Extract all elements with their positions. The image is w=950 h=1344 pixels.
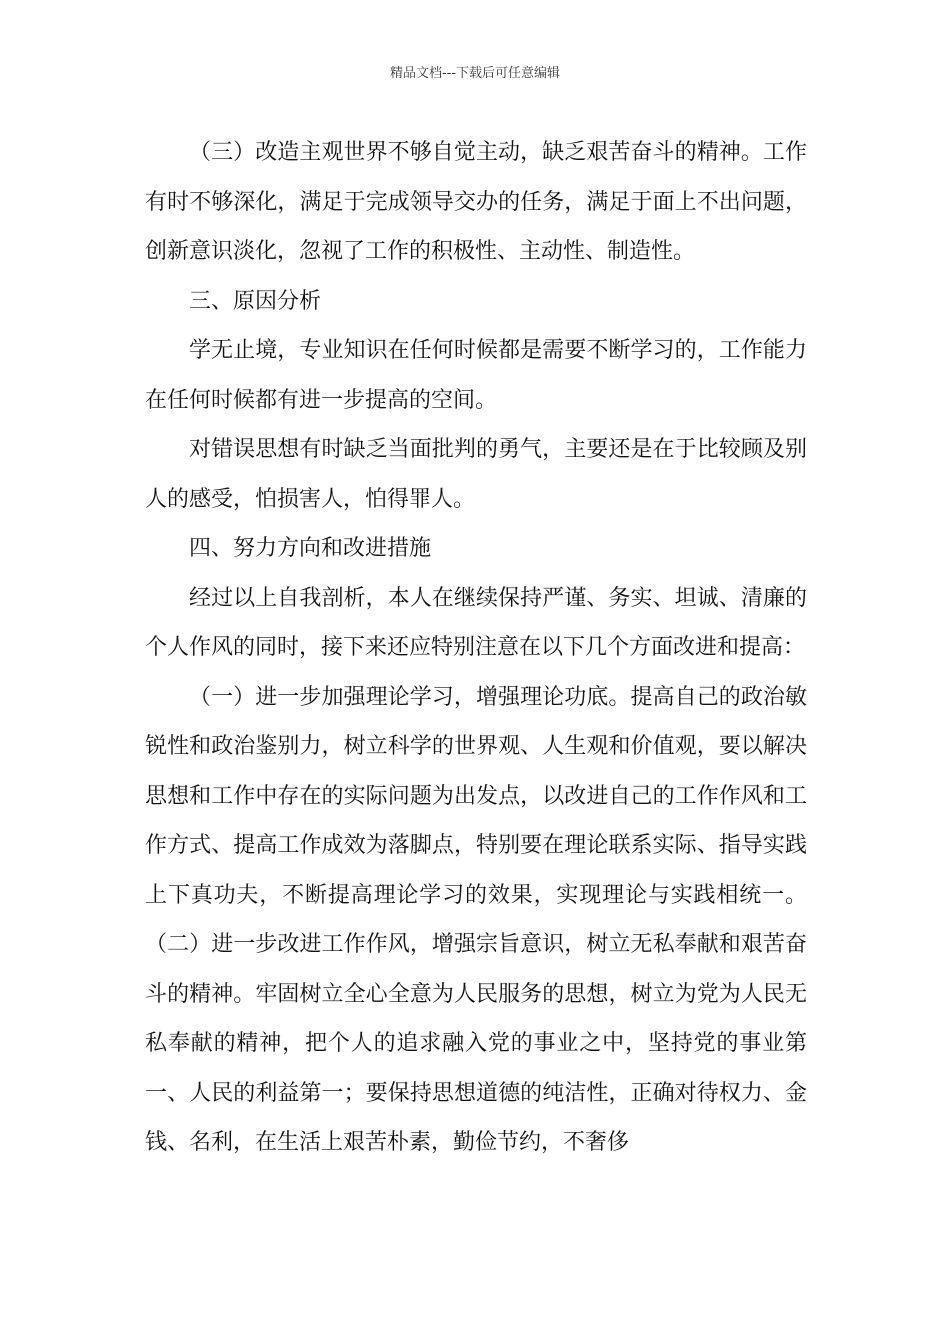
paragraph-measures: （一）进一步加强理论学习，增强理论功底。提高自己的政治敏锐性和政治鉴别力，树立科学的世界观、人生观和价值观，要以解决思想和工作中存在的实际问题为出发点，以改进自己的工作作风和工作方式、提高工作成效为落脚点，特别要在理论联系实际、指导实践上下真功夫，不断提高理论学习的效果，实现理论与实践相统一。（二）进一步改进工作作风，增强宗旨意识，树立无私奉献和艰苦奋斗的精神。牢固树立全心全意为人民服务的思想，树立为党为人民无私奉献的精神，把个人的追求融入党的事业之中，坚持党的事业第一、人民的利益第一；要保持思想道德的纯洁性，正确对待权力、金钱、名利，在生活上艰苦朴素，勤俭节约，不奢侈: [145, 684, 807, 1155]
paragraph-criticism: 对错误思想有时缺乏当面批判的勇气，主要还是在于比较顾及别人的感受，怕损害人，怕得罪人。: [145, 437, 807, 512]
page-header: 精品文档---下载后可任意编辑: [389, 66, 561, 81]
paragraph-self-analysis: 经过以上自我剖析，本人在继续保持严谨、务实、坦诚、清廉的个人作风的同时，接下来还应特别注意在以下几个方面改进和提高：: [145, 585, 807, 660]
paragraph-shortcomings-3: （三）改造主观世界不够自觉主动，缺乏艰苦奋斗的精神。工作有时不够深化，满足于完成领导交办的任务，满足于面上不出问题，创新意识淡化，忽视了工作的积极性、主动性、制造性。: [145, 140, 807, 264]
document-body: [145, 128, 807, 1168]
section-heading-improvement: 四、努力方向和改进措施: [189, 536, 432, 561]
paragraph-learning: 学无止境，专业知识在任何时候都是需要不断学习的，工作能力在任何时候都有进一步提高的空间。: [145, 338, 807, 413]
section-heading-cause-analysis: 三、原因分析: [189, 288, 322, 314]
